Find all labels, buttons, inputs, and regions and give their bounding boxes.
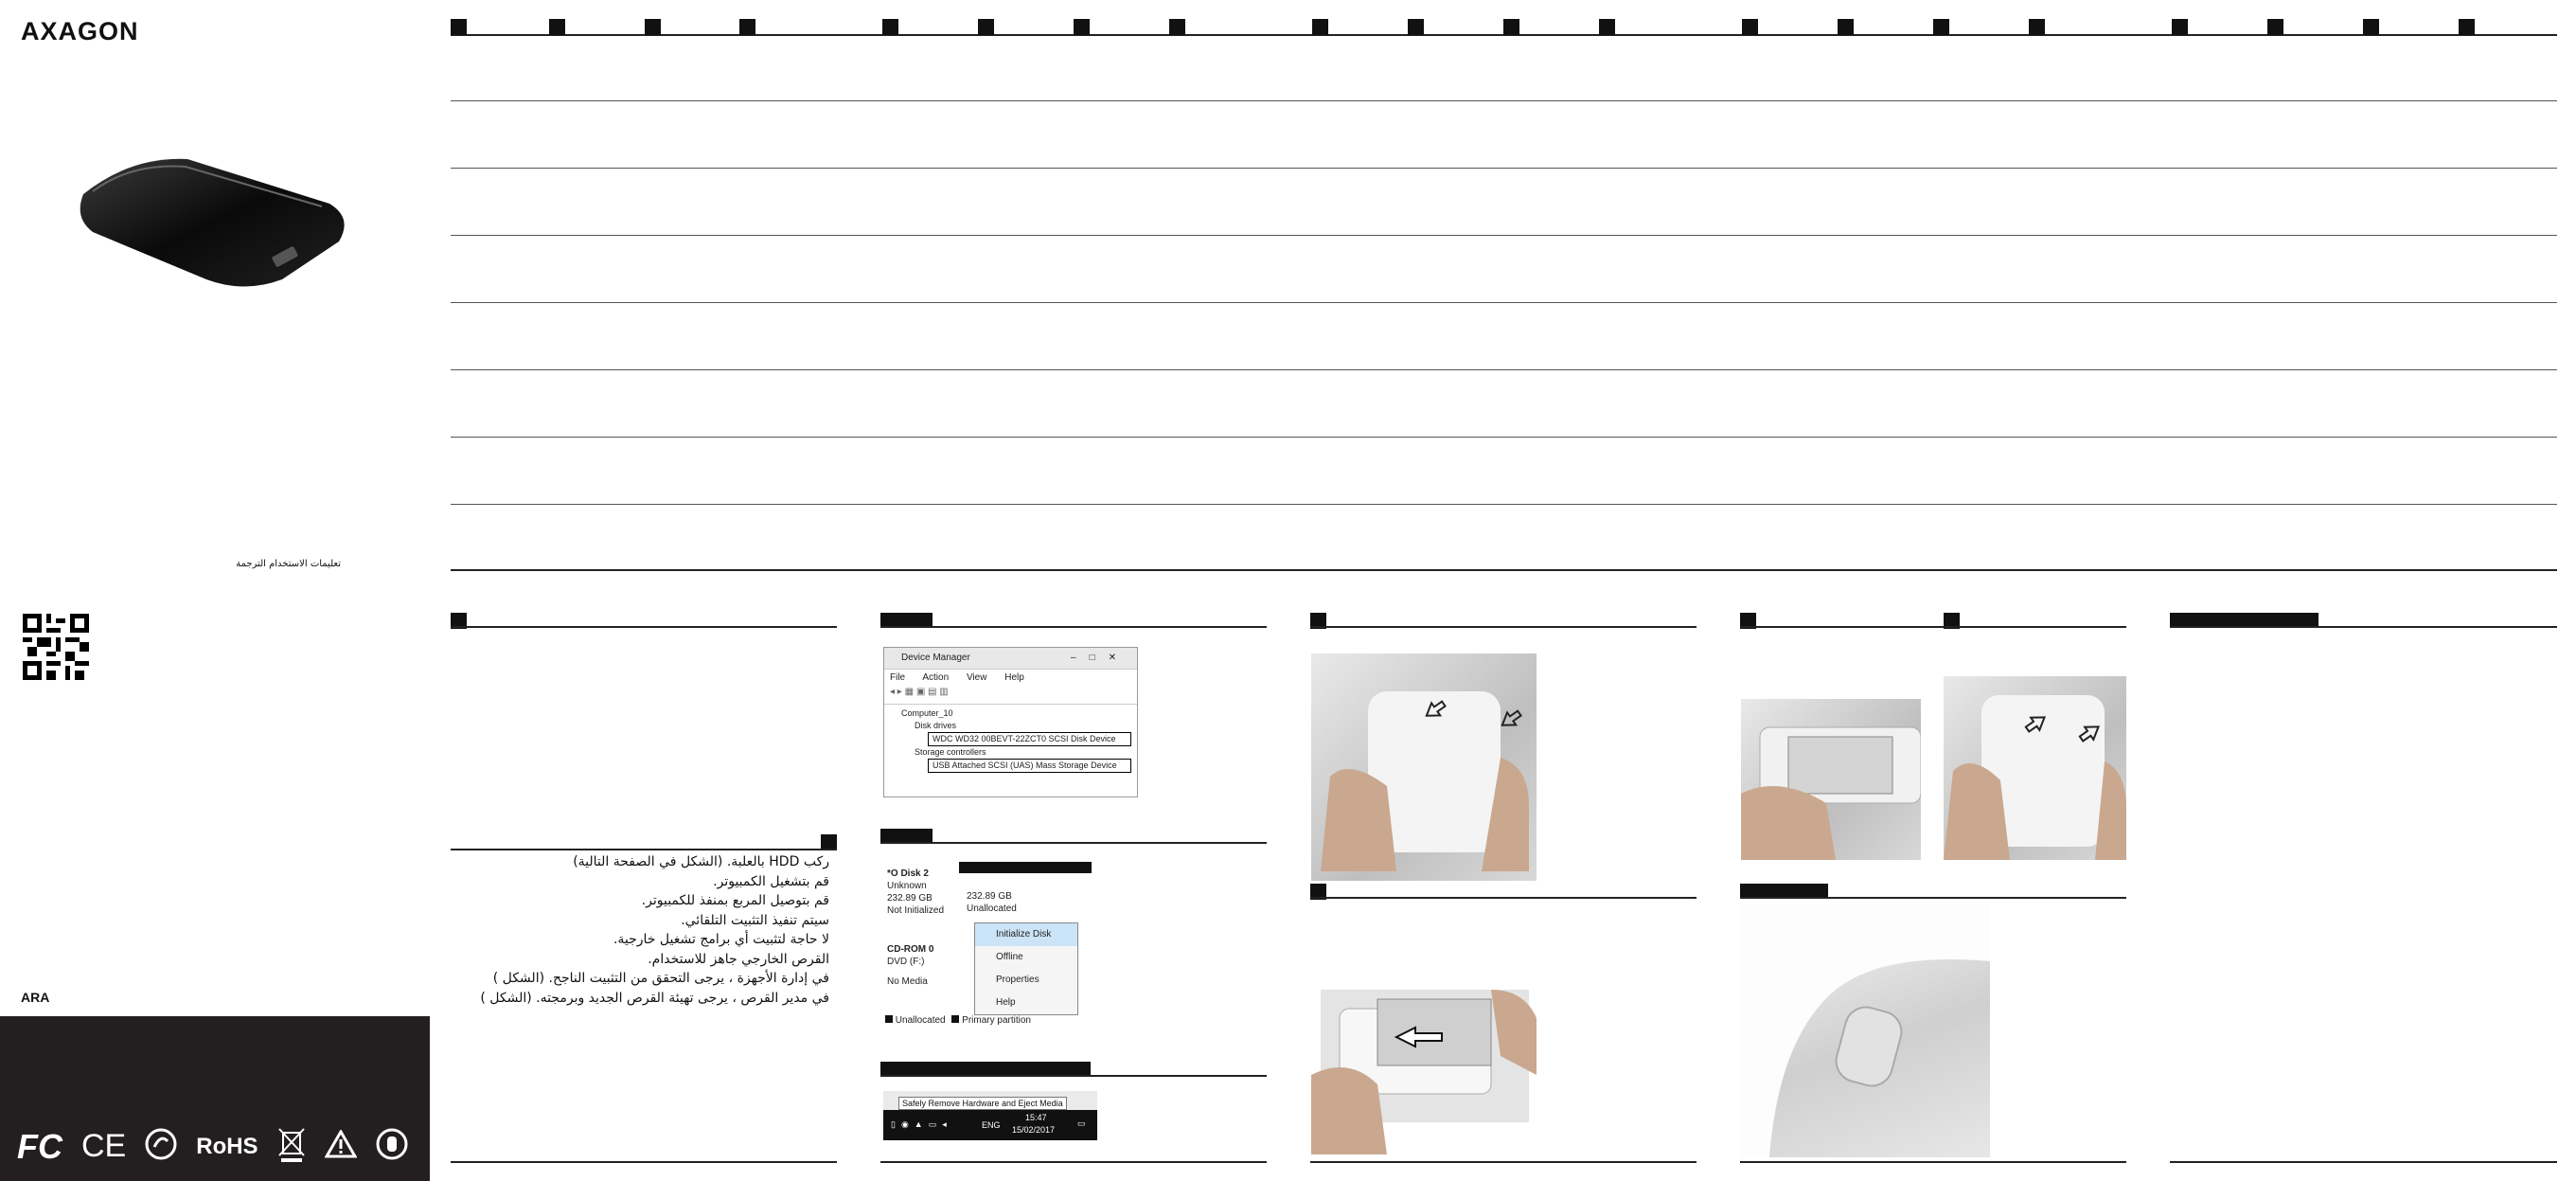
tray-date: 15/02/2017 (1012, 1125, 1056, 1135)
qr-code (23, 614, 89, 680)
header-square (2363, 19, 2379, 35)
header-square (1933, 19, 1949, 35)
rohs-icon: RoHS (196, 1133, 258, 1159)
recycle-icon (145, 1128, 177, 1165)
menu-help[interactable]: Help (996, 997, 1016, 1008)
header-square (549, 19, 565, 35)
menu-offline[interactable]: Offline (996, 952, 1023, 962)
header-square (1503, 19, 1519, 35)
header-square (1074, 19, 1090, 35)
cdrom-drive: DVD (F:) (887, 957, 925, 967)
instruction-line: ركب HDD بالعلبة. (الشكل في الصفحة التالية) (573, 854, 829, 869)
column-bottom-line (1740, 1161, 2126, 1163)
fcc-icon: FC (17, 1126, 62, 1166)
section-line (880, 1075, 1267, 1077)
legend-swatch-primary (951, 1015, 959, 1023)
photo-open-enclosure (1311, 653, 1537, 881)
brand-logo: AXAGON (21, 17, 139, 45)
header-square (978, 19, 994, 35)
device-manager-titlebar (884, 648, 1137, 670)
section-bar (880, 1062, 1091, 1076)
table-row-line (451, 168, 2557, 169)
context-menu (974, 922, 1078, 1015)
tray-lang[interactable]: ENG (982, 1120, 1001, 1130)
table-row-line (451, 302, 2557, 303)
disk-status: Unknown (887, 881, 927, 891)
header-square (1742, 19, 1758, 35)
window-controls[interactable]: –□✕ (1071, 653, 1129, 663)
taskbar-screenshot (883, 1091, 1097, 1140)
certification-icons (17, 1125, 408, 1168)
section-line (1310, 626, 1697, 628)
eject-tooltip: Safely Remove Hardware and Eject Media (898, 1097, 1067, 1110)
tree-storage[interactable]: Storage controllers (915, 747, 986, 757)
hand-icon (376, 1128, 408, 1165)
disk-legend (885, 1015, 1031, 1026)
section-line (2170, 626, 2557, 628)
partition-size: 232.89 GB (967, 891, 1012, 902)
device-manager-window (883, 647, 1138, 797)
taskbar (883, 1110, 1097, 1140)
header-square (2172, 19, 2188, 35)
legend-swatch-unallocated (885, 1015, 893, 1023)
menu-help[interactable]: Help (1004, 672, 1024, 683)
disk-management-window (883, 862, 1092, 1030)
legend-unallocated: Unallocated (895, 1015, 946, 1026)
menu-properties[interactable]: Properties (996, 975, 1039, 985)
column-bottom-line (451, 1161, 837, 1163)
tree-disk-drives[interactable]: Disk drives (915, 721, 957, 730)
header-square (645, 19, 661, 35)
instruction-line: قم بتشغيل الكمبيوتر. (713, 873, 829, 889)
partition-info (967, 890, 1017, 915)
instruction-line: في إدارة الأجهزة ، يرجى التحقق من التثبيت الناجح. (الشكل ) (492, 971, 829, 986)
section-bar (1740, 884, 1828, 898)
instruction-line: القرص الخارجي جاهز للاستخدام. (648, 951, 829, 967)
section-line (880, 626, 1267, 628)
tray-icons[interactable]: ▯◉▲▭◂ (891, 1119, 952, 1129)
photo-button-closeup (1741, 904, 1990, 1157)
disk-header-bar (959, 862, 1092, 873)
tray-time: 15:47 (1025, 1113, 1047, 1122)
header-square (451, 19, 467, 35)
section-line (451, 849, 837, 850)
disk-size: 232.89 GB (887, 893, 933, 904)
table-row-line (451, 235, 2557, 236)
header-square (2459, 19, 2475, 35)
column-bottom-line (1310, 1161, 1697, 1163)
table-bottom-line (451, 569, 2557, 571)
tree-disk-item[interactable]: WDC WD32 00BEVT-22ZCT0 SCSI Disk Device (928, 732, 1131, 746)
warning-icon (325, 1130, 357, 1163)
tree-root[interactable]: Computer_10 (901, 708, 953, 718)
instruction-list (451, 852, 829, 1008)
header-square (1312, 19, 1328, 35)
menu-action[interactable]: Action (922, 672, 950, 683)
device-manager-title: Device Manager (901, 653, 970, 663)
section-bar (880, 829, 933, 843)
tree-storage-item[interactable]: USB Attached SCSI (UAS) Mass Storage Device (928, 759, 1131, 773)
device-manager-toolbar: ◂ ▸ ▦ ▣ ▤ ▥ (884, 687, 1137, 705)
section-bar (2170, 613, 2318, 627)
device-manager-menu (884, 670, 1137, 687)
instruction-line: في مدير القرص ، يرجى تهيئة القرص الجديد وبرمجته. (الشكل ) (480, 990, 829, 1006)
language-code: ARA (21, 990, 50, 1005)
table-row-line (451, 100, 2557, 101)
disk-init-status: Not Initialized (887, 905, 945, 916)
notification-icon[interactable]: ▭ (1077, 1118, 1086, 1128)
section-line (1740, 897, 2126, 899)
section-line (1740, 626, 2126, 628)
disk-label: *O Disk 2 (887, 868, 929, 879)
instruction-line: سيتم تنفيذ التثبيت التلقائي. (681, 912, 829, 928)
ce-icon: CE (81, 1128, 127, 1164)
photo-close-enclosure (1944, 676, 2126, 860)
header-square (1599, 19, 1615, 35)
header-square (2029, 19, 2045, 35)
header-square (1408, 19, 1424, 35)
cover-subtitle: تعليمات الاستخدام الترجمة (236, 559, 341, 569)
header-square (739, 19, 755, 35)
photo-insert-hdd (1311, 933, 1537, 1154)
cdrom-label: CD-ROM 0 (887, 944, 934, 955)
table-row-line (451, 504, 2557, 505)
section-line (1310, 897, 1697, 899)
legend-primary: Primary partition (962, 1015, 1031, 1026)
header-square (1169, 19, 1185, 35)
instruction-line: قم بتوصيل المربع بمنفذ للكمبيوتر. (641, 893, 829, 908)
column-bottom-line (880, 1161, 1267, 1163)
cdrom-info (887, 943, 933, 988)
section-line (451, 626, 837, 628)
weee-icon (277, 1125, 306, 1168)
photo-remove-hdd (1741, 699, 1921, 860)
header-square (1838, 19, 1854, 35)
menu-initialize-disk[interactable]: Initialize Disk (975, 923, 1077, 946)
section-bar (880, 613, 933, 627)
hdd-enclosure-image (74, 152, 358, 294)
table-row-line (451, 369, 2557, 370)
section-line (880, 842, 1267, 844)
table-row-line (451, 437, 2557, 438)
partition-state: Unallocated (967, 904, 1017, 914)
instruction-line: لا حاجة لتثبيت أي برامج تشغيل خارجية. (613, 932, 829, 947)
header-square (882, 19, 898, 35)
column-bottom-line (2170, 1161, 2557, 1163)
header-square (2267, 19, 2283, 35)
device-tree (884, 705, 1137, 776)
cdrom-media: No Media (887, 976, 928, 987)
disk-info (887, 868, 944, 917)
menu-view[interactable]: View (966, 672, 987, 683)
menu-file[interactable]: File (890, 672, 906, 683)
